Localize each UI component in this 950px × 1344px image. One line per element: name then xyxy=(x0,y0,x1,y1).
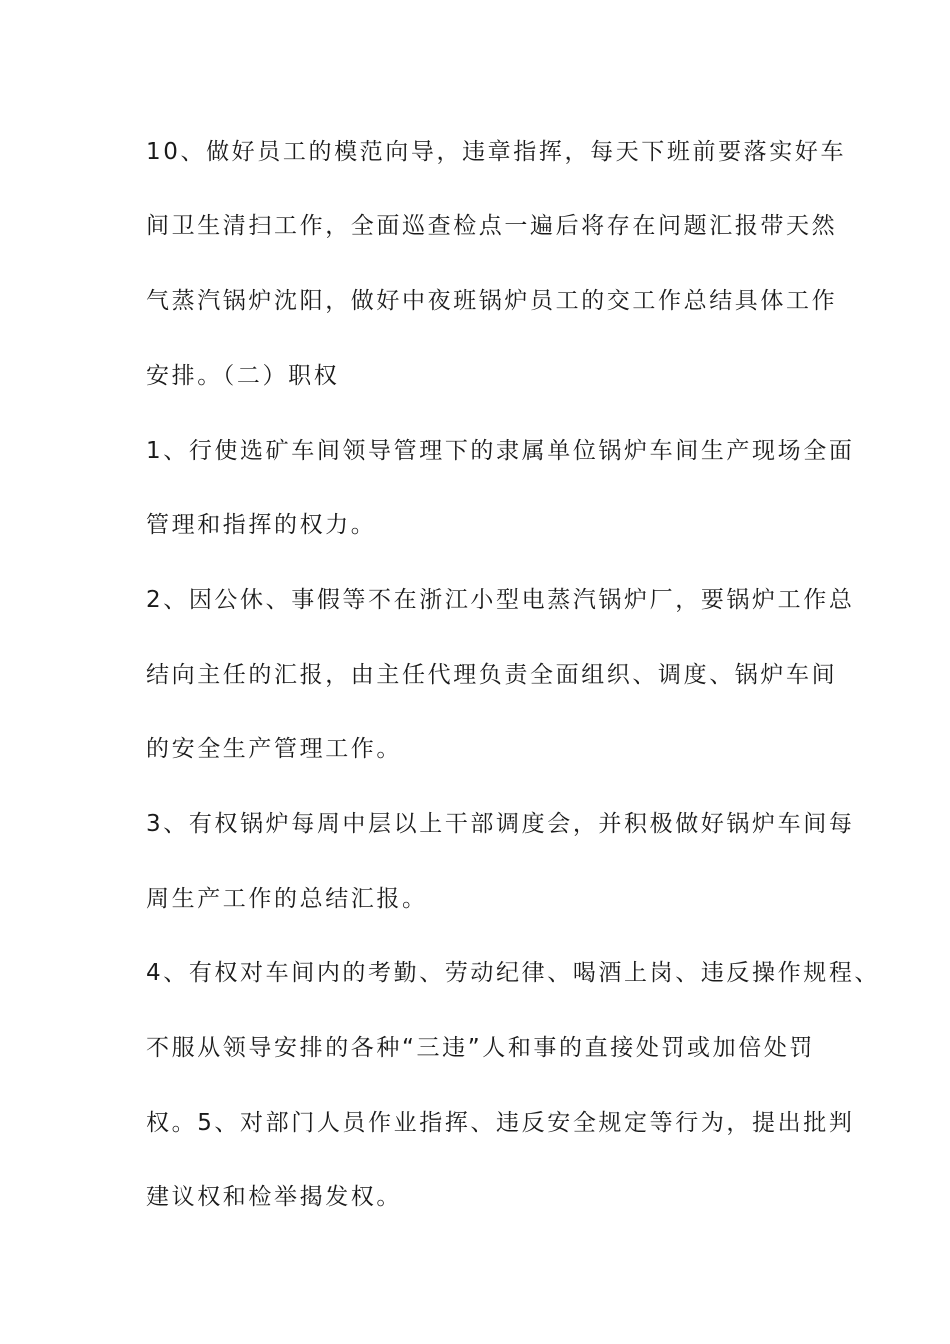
text-line-10: 3、有权锅炉每周中层以上干部调度会，并积极做好锅炉车间每 xyxy=(146,811,855,837)
text-line-2: 间卫生清扫工作，全面巡查检点一遍后将存在问题汇报带天然 xyxy=(146,213,838,239)
text-line-15: 建议权和检举揭发权。 xyxy=(146,1184,402,1210)
text-line-3: 气蒸汽锅炉沈阳，做好中夜班锅炉员工的交工作总结具体工作 xyxy=(146,288,838,314)
text-line-8: 结向主任的汇报，由主任代理负责全面组织、调度、锅炉车间 xyxy=(146,662,838,688)
text-line-11: 周生产工作的总结汇报。 xyxy=(146,886,428,912)
text-line-6: 管理和指挥的权力。 xyxy=(146,512,377,538)
text-line-1: 10、做好员工的模范向导，违章指挥，每天下班前要落实好车 xyxy=(146,139,847,165)
text-line-14: 权。5、对部门人员作业指挥、违反安全规定等行为，提出批判 xyxy=(146,1110,855,1136)
text-line-12: 4、有权对车间内的考勤、劳动纪律、喝酒上岗、违反操作规程、 xyxy=(146,960,881,986)
text-line-5: 1、行使选矿车间领导管理下的隶属单位锅炉车间生产现场全面 xyxy=(146,438,855,464)
text-line-7: 2、因公休、事假等不在浙江小型电蒸汽锅炉厂，要锅炉工作总 xyxy=(146,587,855,613)
text-line-4: 安排。（二）职权 xyxy=(146,363,340,389)
text-line-9: 的安全生产管理工作。 xyxy=(146,736,402,762)
text-line-13: 不服从领导安排的各种“三违”人和事的直接处罚或加倍处罚 xyxy=(146,1035,816,1061)
